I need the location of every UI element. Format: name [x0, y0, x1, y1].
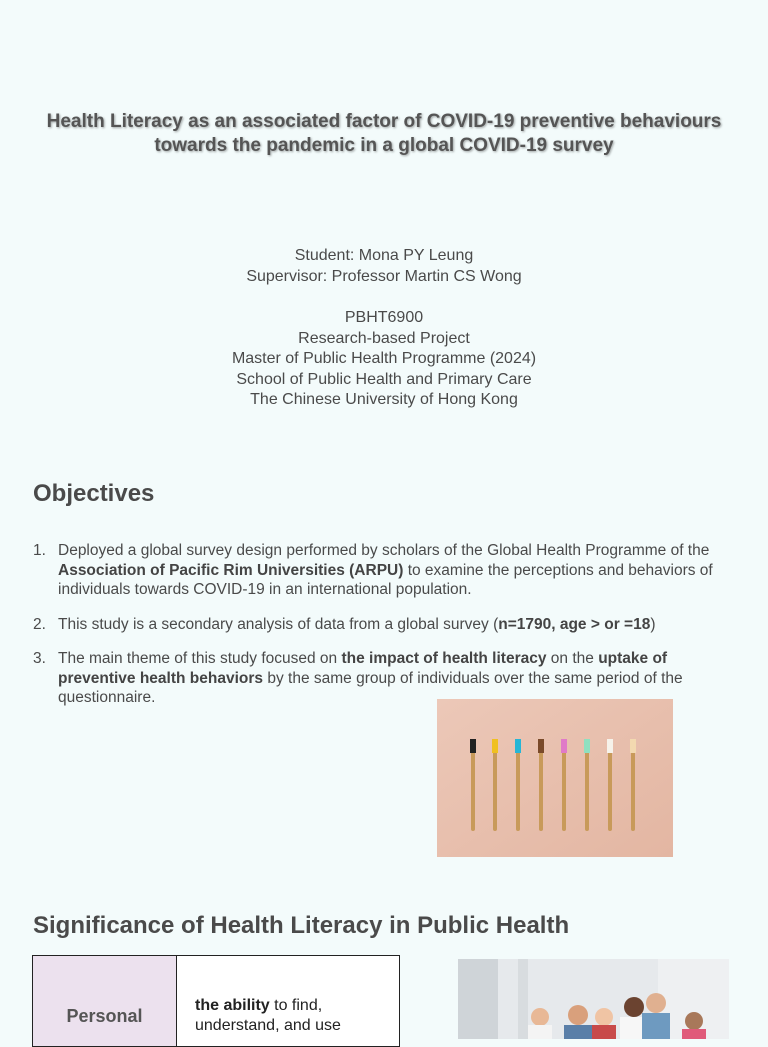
- objective-item: [33, 541, 723, 600]
- item-text: The main theme of this study focused on: [58, 650, 342, 667]
- definition-bold: the ability: [195, 997, 270, 1014]
- toothbrushes-photo: [437, 699, 673, 857]
- definition-text: to find, understand, and use: [195, 997, 341, 1034]
- author-block: [0, 246, 768, 287]
- item-text: Deployed a global survey design performed by scholars of the Global Health Programme of the: [58, 542, 710, 559]
- health-literacy-table: [32, 955, 400, 1047]
- item-text: ): [650, 615, 656, 633]
- course-block: [0, 308, 768, 411]
- objectives-heading: Objectives: [33, 480, 155, 507]
- poster-title: [20, 110, 748, 158]
- healthcare-team-photo: [458, 959, 729, 1039]
- school-name: School of Public Health and Primary Care: [236, 370, 532, 388]
- title-line-1: Health Literacy as an associated factor of COVID-19 preventive behaviours: [46, 111, 722, 132]
- university-name: The Chinese University of Hong Kong: [250, 391, 518, 408]
- objectives-list: [33, 541, 723, 723]
- item-text: by the same group of individuals over the same period of the questionnaire.: [58, 669, 683, 706]
- course-code: PBHT6900: [344, 309, 424, 326]
- item-text: on the: [546, 650, 599, 667]
- item-number: 2.: [33, 615, 46, 633]
- item-text: to examine the perceptions and behaviors of individuals towards COVID-19 in an international population.: [58, 561, 713, 598]
- table-cell-personal: Personal: [33, 956, 177, 1046]
- item-bold-text: Association of Pacific Rim Universities (ARPU): [58, 561, 404, 579]
- title-line-2: towards the pandemic in a global COVID-19 survey: [154, 135, 614, 156]
- student-name: Student: Mona PY Leung: [294, 247, 474, 264]
- programme-name: Master of Public Health Programme (2024): [231, 350, 537, 367]
- significance-heading: Significance of Health Literacy in Public Health: [33, 912, 570, 939]
- course-name: Research-based Project: [298, 329, 470, 347]
- table-cell-definition: [177, 956, 399, 1046]
- item-bold-text: n=1790, age > or =18: [498, 615, 651, 633]
- item-text: This study is a secondary analysis of data from a global survey (: [58, 615, 499, 633]
- item-number: 3.: [33, 650, 46, 667]
- item-number: 1.: [33, 542, 46, 559]
- supervisor-name: Supervisor: Professor Martin CS Wong: [246, 267, 522, 285]
- item-bold-text: uptake of preventive health behaviors: [58, 650, 668, 687]
- objective-item: [33, 615, 723, 635]
- item-bold-text: the impact of health literacy: [341, 650, 547, 667]
